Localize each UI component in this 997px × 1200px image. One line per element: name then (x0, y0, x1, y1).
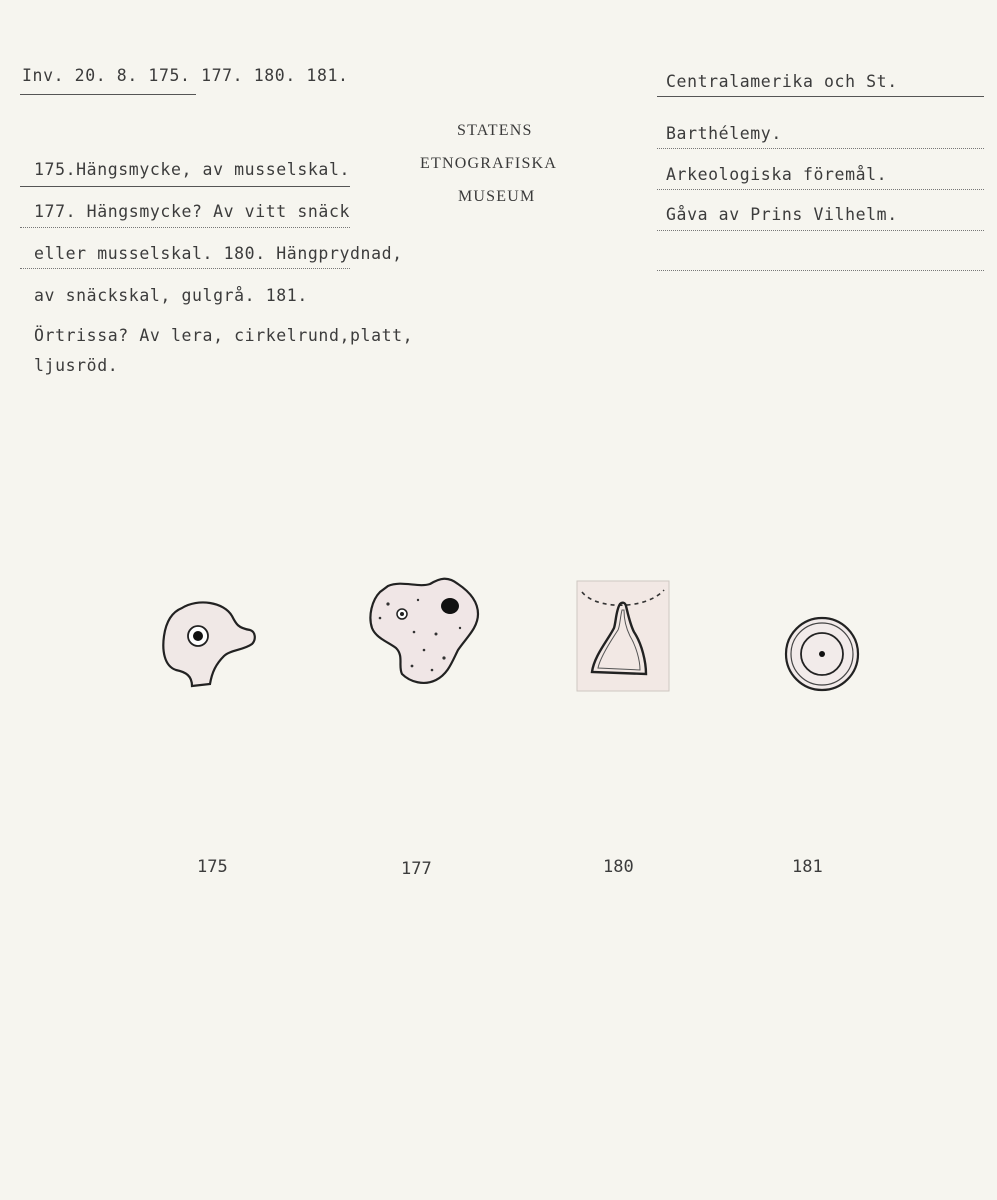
object-number-175: 175 (197, 857, 228, 877)
right-rule-2 (657, 189, 984, 190)
description-line-4: av snäckskal, gulgrå. 181. (34, 286, 308, 305)
right-line-3: Gåva av Prins Vilhelm. (666, 205, 898, 224)
pendant-shell-177-drawing (366, 574, 484, 688)
museum-name-line-2: ETNOGRAFISKA (420, 155, 558, 172)
inventory-underline (20, 94, 196, 95)
object-number-180: 180 (603, 857, 634, 877)
museum-name-line-1: STATENS (457, 122, 533, 139)
right-line-2: Arkeologiska föremål. (666, 165, 888, 184)
description-line-5: Örtrissa? Av lera, cirkelrund,platt, (34, 326, 414, 345)
right-rule-1 (657, 148, 984, 149)
description-line-1: 175.Hängsmycke, av musselskal. (34, 160, 351, 179)
right-rule-3 (657, 230, 984, 231)
description-rule-3 (20, 268, 350, 269)
region-underline (657, 96, 984, 97)
description-line-6: ljusröd. (34, 356, 119, 375)
description-line-2: 177. Hängsmycke? Av vitt snäck (34, 202, 351, 221)
disc-181-drawing (782, 614, 862, 694)
object-number-177: 177 (401, 859, 432, 879)
description-rule-2 (20, 227, 350, 228)
inventory-number: Inv. 20. 8. 175. 177. 180. 181. (22, 66, 349, 85)
pendant-shell-175-drawing (158, 598, 262, 692)
region-text: Centralamerika och St. (666, 72, 898, 91)
description-line-3: eller musselskal. 180. Hängprydnad, (34, 244, 403, 263)
right-line-1: Barthélemy. (666, 124, 782, 143)
right-rule-4 (657, 270, 984, 271)
hanging-ornament-180-drawing (576, 580, 670, 692)
object-number-181: 181 (792, 857, 823, 877)
museum-name-line-3: MUSEUM (458, 188, 536, 205)
description-underline-1 (20, 186, 350, 187)
